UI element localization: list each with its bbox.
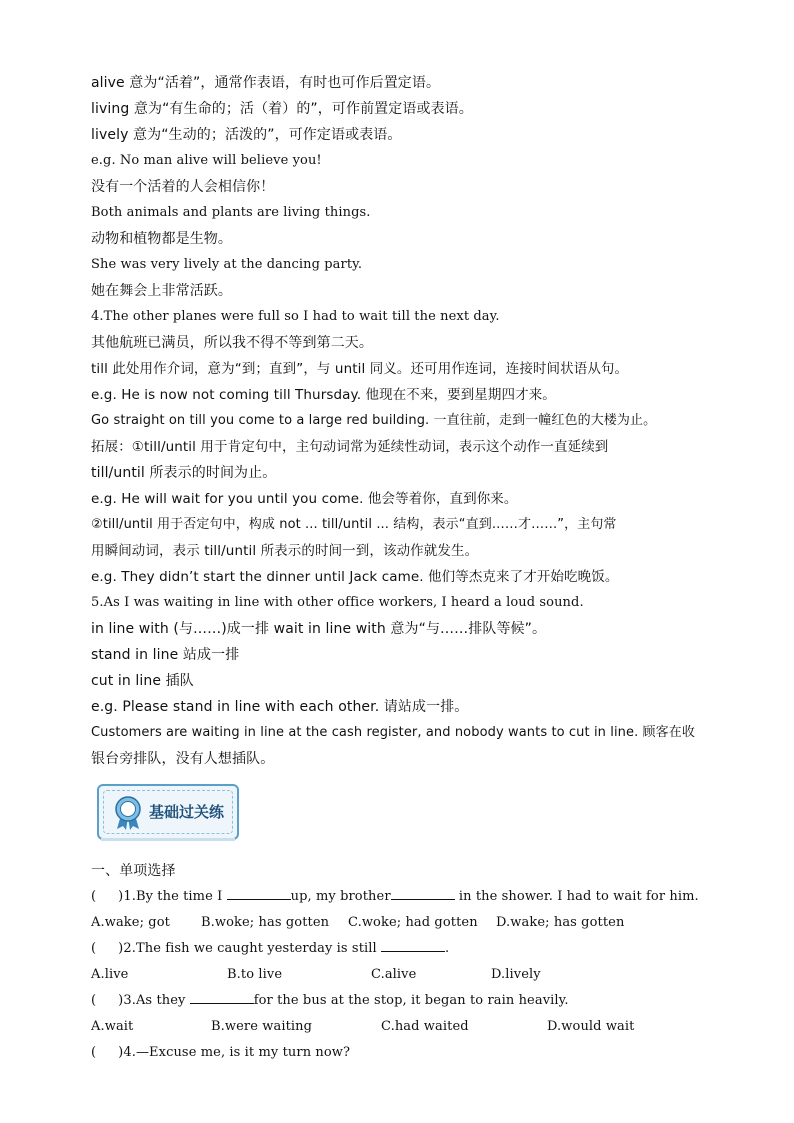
option-c[interactable]: C.alive [371, 967, 417, 982]
exercise-section [91, 858, 706, 1066]
question-text: )2.The fish we caught yesterday is still [118, 941, 382, 956]
question-3-options [91, 1014, 706, 1040]
text-line: ②till/until 用于否定句中，构成 not ... till/until ... 结构，表示“直到……才……”，主句常 [91, 517, 617, 532]
text-line: alive 意为“活着”，通常作表语，有时也可作后置定语。 [91, 75, 441, 91]
question-4 [91, 1040, 706, 1066]
text-line: 没有一个活着的人会相信你！ [91, 179, 275, 195]
text-line: Go straight on till you come to a large red building. 一直往前，走到一幢红色的大楼为止。 [91, 413, 657, 428]
question-paren: ( [91, 941, 97, 956]
text-line: e.g. He will wait for you until you come. 他会等着你，直到你来。 [91, 491, 518, 507]
option-d[interactable]: D.lively [491, 967, 541, 982]
option-a[interactable]: A.wake; got [91, 915, 170, 930]
question-text: )3.As they [118, 993, 190, 1008]
question-text: up, my brother [290, 889, 391, 904]
answer-blank[interactable] [381, 939, 445, 952]
text-line: 银台旁排队，没有人想插队。 [91, 751, 275, 767]
text-line: till/until 所表示的时间为止。 [91, 465, 277, 481]
medal-icon [111, 795, 145, 831]
text-line: stand in line 站成一排 [91, 647, 240, 663]
section-title: 一、单项选择 [91, 863, 176, 879]
answer-blank[interactable] [227, 887, 291, 900]
text-line: in line with (与……)成一排 wait in line with 意为“与……排队等候”。 [91, 621, 547, 637]
question-paren: ( [91, 889, 97, 904]
option-b[interactable]: B.were waiting [211, 1019, 313, 1034]
document-page [91, 70, 706, 1066]
text-line: 其他航班已满员，所以我不得不等到第二天。 [91, 335, 373, 351]
banner-title: 基础过关练 [149, 803, 225, 821]
option-b[interactable]: B.woke; has gotten [201, 915, 330, 930]
notes-section [91, 70, 706, 772]
text-line: lively 意为“生动的；活泼的”，可作定语或表语。 [91, 127, 402, 143]
option-a[interactable]: A.wait [91, 1019, 134, 1034]
question-text: . [445, 941, 450, 956]
text-line: 她在舞会上非常活跃。 [91, 283, 232, 299]
text-line: e.g. They didn’t start the dinner until Jack came. 他们等杰克来了才开始吃晚饭。 [91, 569, 619, 585]
question-2 [91, 936, 706, 962]
section-banner [97, 778, 706, 848]
option-c[interactable]: C.woke; had gotten [348, 915, 478, 930]
text-line: 拓展：①till/until 用于肯定句中，主句动词常为延续性动词，表示这个动作一直延续到 [91, 439, 609, 455]
option-c[interactable]: C.had waited [381, 1019, 469, 1034]
option-b[interactable]: B.to live [227, 967, 283, 982]
text-line: 4.The other planes were full so I had to wait till the next day. [91, 309, 500, 324]
text-line: cut in line 插队 [91, 673, 194, 689]
question-text: in the shower. I had to wait for him. [454, 889, 699, 904]
text-line: till 此处用作介词，意为“到；直到”，与 until 同义。还可用作连词，连接时间状语从句。 [91, 361, 629, 377]
text-line: 用瞬间动词，表示 till/until 所表示的时间一到，该动作就发生。 [91, 543, 479, 559]
banner-badge [97, 784, 239, 840]
text-line: e.g. No man alive will believe you! [91, 153, 322, 168]
text-line: 动物和植物都是生物。 [91, 231, 232, 247]
text-line: Both animals and plants are living things. [91, 205, 371, 220]
text-line: living 意为“有生命的；活（着）的”，可作前置定语或表语。 [91, 101, 473, 117]
question-1-options [91, 910, 706, 936]
text-line: 5.As I was waiting in line with other office workers, I heard a loud sound. [91, 595, 584, 610]
question-text: for the bus at the stop, it began to rain heavily. [253, 993, 569, 1008]
question-2-options [91, 962, 706, 988]
question-text: )1.By the time I [118, 889, 227, 904]
answer-blank[interactable] [190, 991, 254, 1004]
option-a[interactable]: A.live [91, 967, 129, 982]
banner-underline [101, 838, 235, 841]
question-paren: ( [91, 993, 97, 1008]
question-paren: ( [91, 1045, 97, 1060]
text-line: She was very lively at the dancing party. [91, 257, 363, 272]
question-text: )4.—Excuse me, is it my turn now? [118, 1045, 351, 1060]
option-d[interactable]: D.wake; has gotten [496, 915, 625, 930]
text-line: Customers are waiting in line at the cash register, and nobody wants to cut in line. 顾客在收 [91, 725, 695, 740]
question-3 [91, 988, 706, 1014]
answer-blank[interactable] [391, 887, 455, 900]
option-d[interactable]: D.would wait [547, 1019, 635, 1034]
text-line: e.g. He is now not coming till Thursday. 他现在不来，要到星期四才来。 [91, 387, 556, 403]
text-line: e.g. Please stand in line with each other. 请站成一排。 [91, 699, 469, 715]
question-1 [91, 884, 706, 910]
